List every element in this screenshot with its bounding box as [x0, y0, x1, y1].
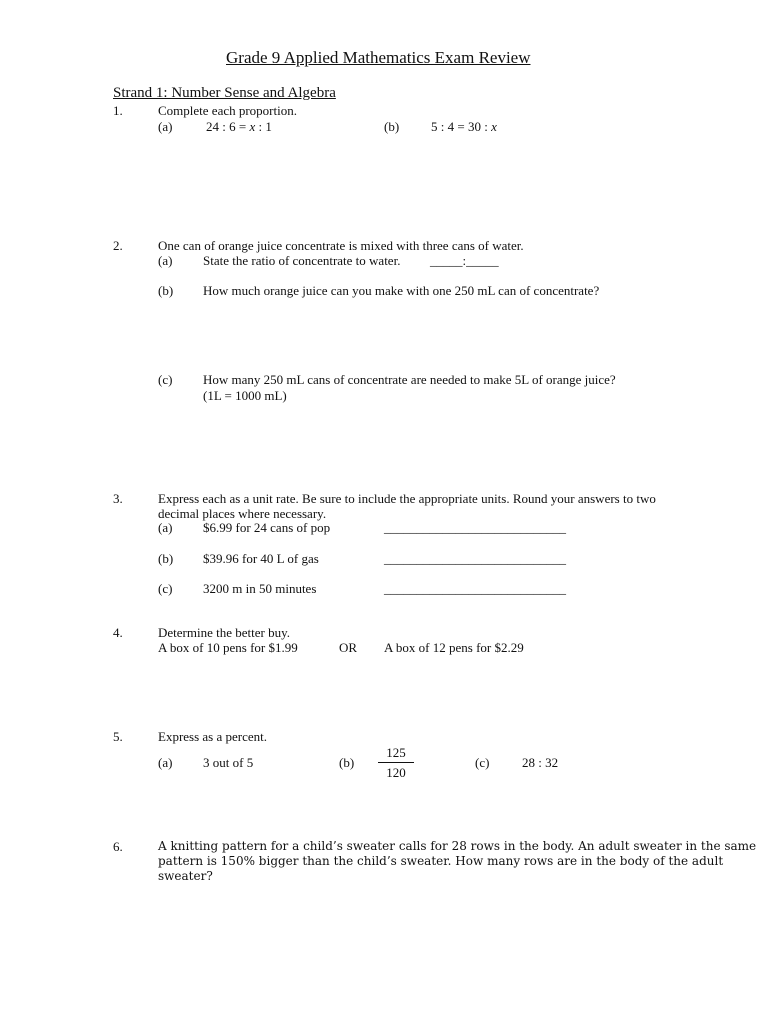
conversion-note: (1L = 1000 mL) [203, 388, 287, 403]
part-c-text: 3200 m in 50 minutes [203, 581, 317, 596]
question-text-line-3: sweater? [158, 869, 213, 883]
ratio-answer-blank[interactable]: _____:_____ [430, 253, 499, 268]
part-c-label: (c) [475, 755, 490, 770]
question-number: 1. [113, 103, 123, 118]
question-text: Express as a percent. [158, 729, 268, 744]
fraction-denominator: 120 [386, 765, 406, 780]
question-text: Determine the better buy. [158, 625, 290, 640]
fraction [378, 746, 414, 779]
part-b-label: (b) [384, 119, 400, 134]
part-b-label: (b) [158, 551, 174, 566]
ratio-c: 28 : 32 [522, 755, 559, 770]
part-c-label: (c) [158, 372, 173, 387]
fraction-numerator: 125 [378, 746, 414, 763]
question-text-line-2: pattern is 150% bigger than the child’s sweater. How many rows are in the body of the adult [158, 854, 724, 868]
option-2: A box of 12 pens for $2.29 [384, 640, 524, 655]
question-text-line-1: Express each as a unit rate. Be sure to include the appropriate units. Round your answers to two [158, 491, 656, 506]
part-a-label: (a) [158, 253, 173, 268]
part-b-label: (b) [158, 283, 174, 298]
question-text-line-1: A knitting pattern for a child’s sweater calls for 28 rows in the body. An adult sweater in the same [158, 839, 757, 853]
part-b-text: How much orange juice can you make with one 250 mL can of concentrate? [203, 283, 600, 298]
question-text: Complete each proportion. [158, 103, 297, 118]
part-b-label: (b) [339, 755, 355, 770]
option-1: A box of 10 pens for $1.99 [158, 640, 298, 655]
part-a-label: (a) [158, 755, 173, 770]
part-c-text: How many 250 mL cans of concentrate are needed to make 5L of orange juice? [203, 372, 616, 387]
question-number: 3. [113, 491, 123, 506]
question-number: 4. [113, 625, 123, 640]
question-text: One can of orange juice concentrate is mixed with three cans of water. [158, 238, 524, 253]
part-a-label: (a) [158, 520, 173, 535]
answer-blank-c[interactable]: ____________________________ [384, 581, 566, 596]
part-a-label: (a) [158, 119, 173, 134]
question-number: 5. [113, 729, 123, 744]
or-separator: OR [339, 640, 358, 655]
page-title: Grade 9 Applied Mathematics Exam Review [226, 48, 531, 67]
question-number: 6. [113, 839, 123, 854]
proportion-a: 24 : 6 = x : 1 [206, 119, 272, 134]
question-number: 2. [113, 238, 123, 253]
part-a-text: State the ratio of concentrate to water. [203, 253, 401, 268]
strand-heading: Strand 1: Number Sense and Algebra [113, 85, 336, 101]
question-text-line-2: decimal places where necessary. [158, 506, 327, 521]
proportion-b: 5 : 4 = 30 : x [431, 119, 497, 134]
part-b-text: $39.96 for 40 L of gas [203, 551, 319, 566]
part-c-label: (c) [158, 581, 173, 596]
answer-blank-b[interactable]: ____________________________ [384, 551, 566, 566]
part-a-text: 3 out of 5 [203, 755, 254, 770]
answer-blank-a[interactable]: ____________________________ [384, 520, 566, 535]
part-a-text: $6.99 for 24 cans of pop [203, 520, 331, 535]
